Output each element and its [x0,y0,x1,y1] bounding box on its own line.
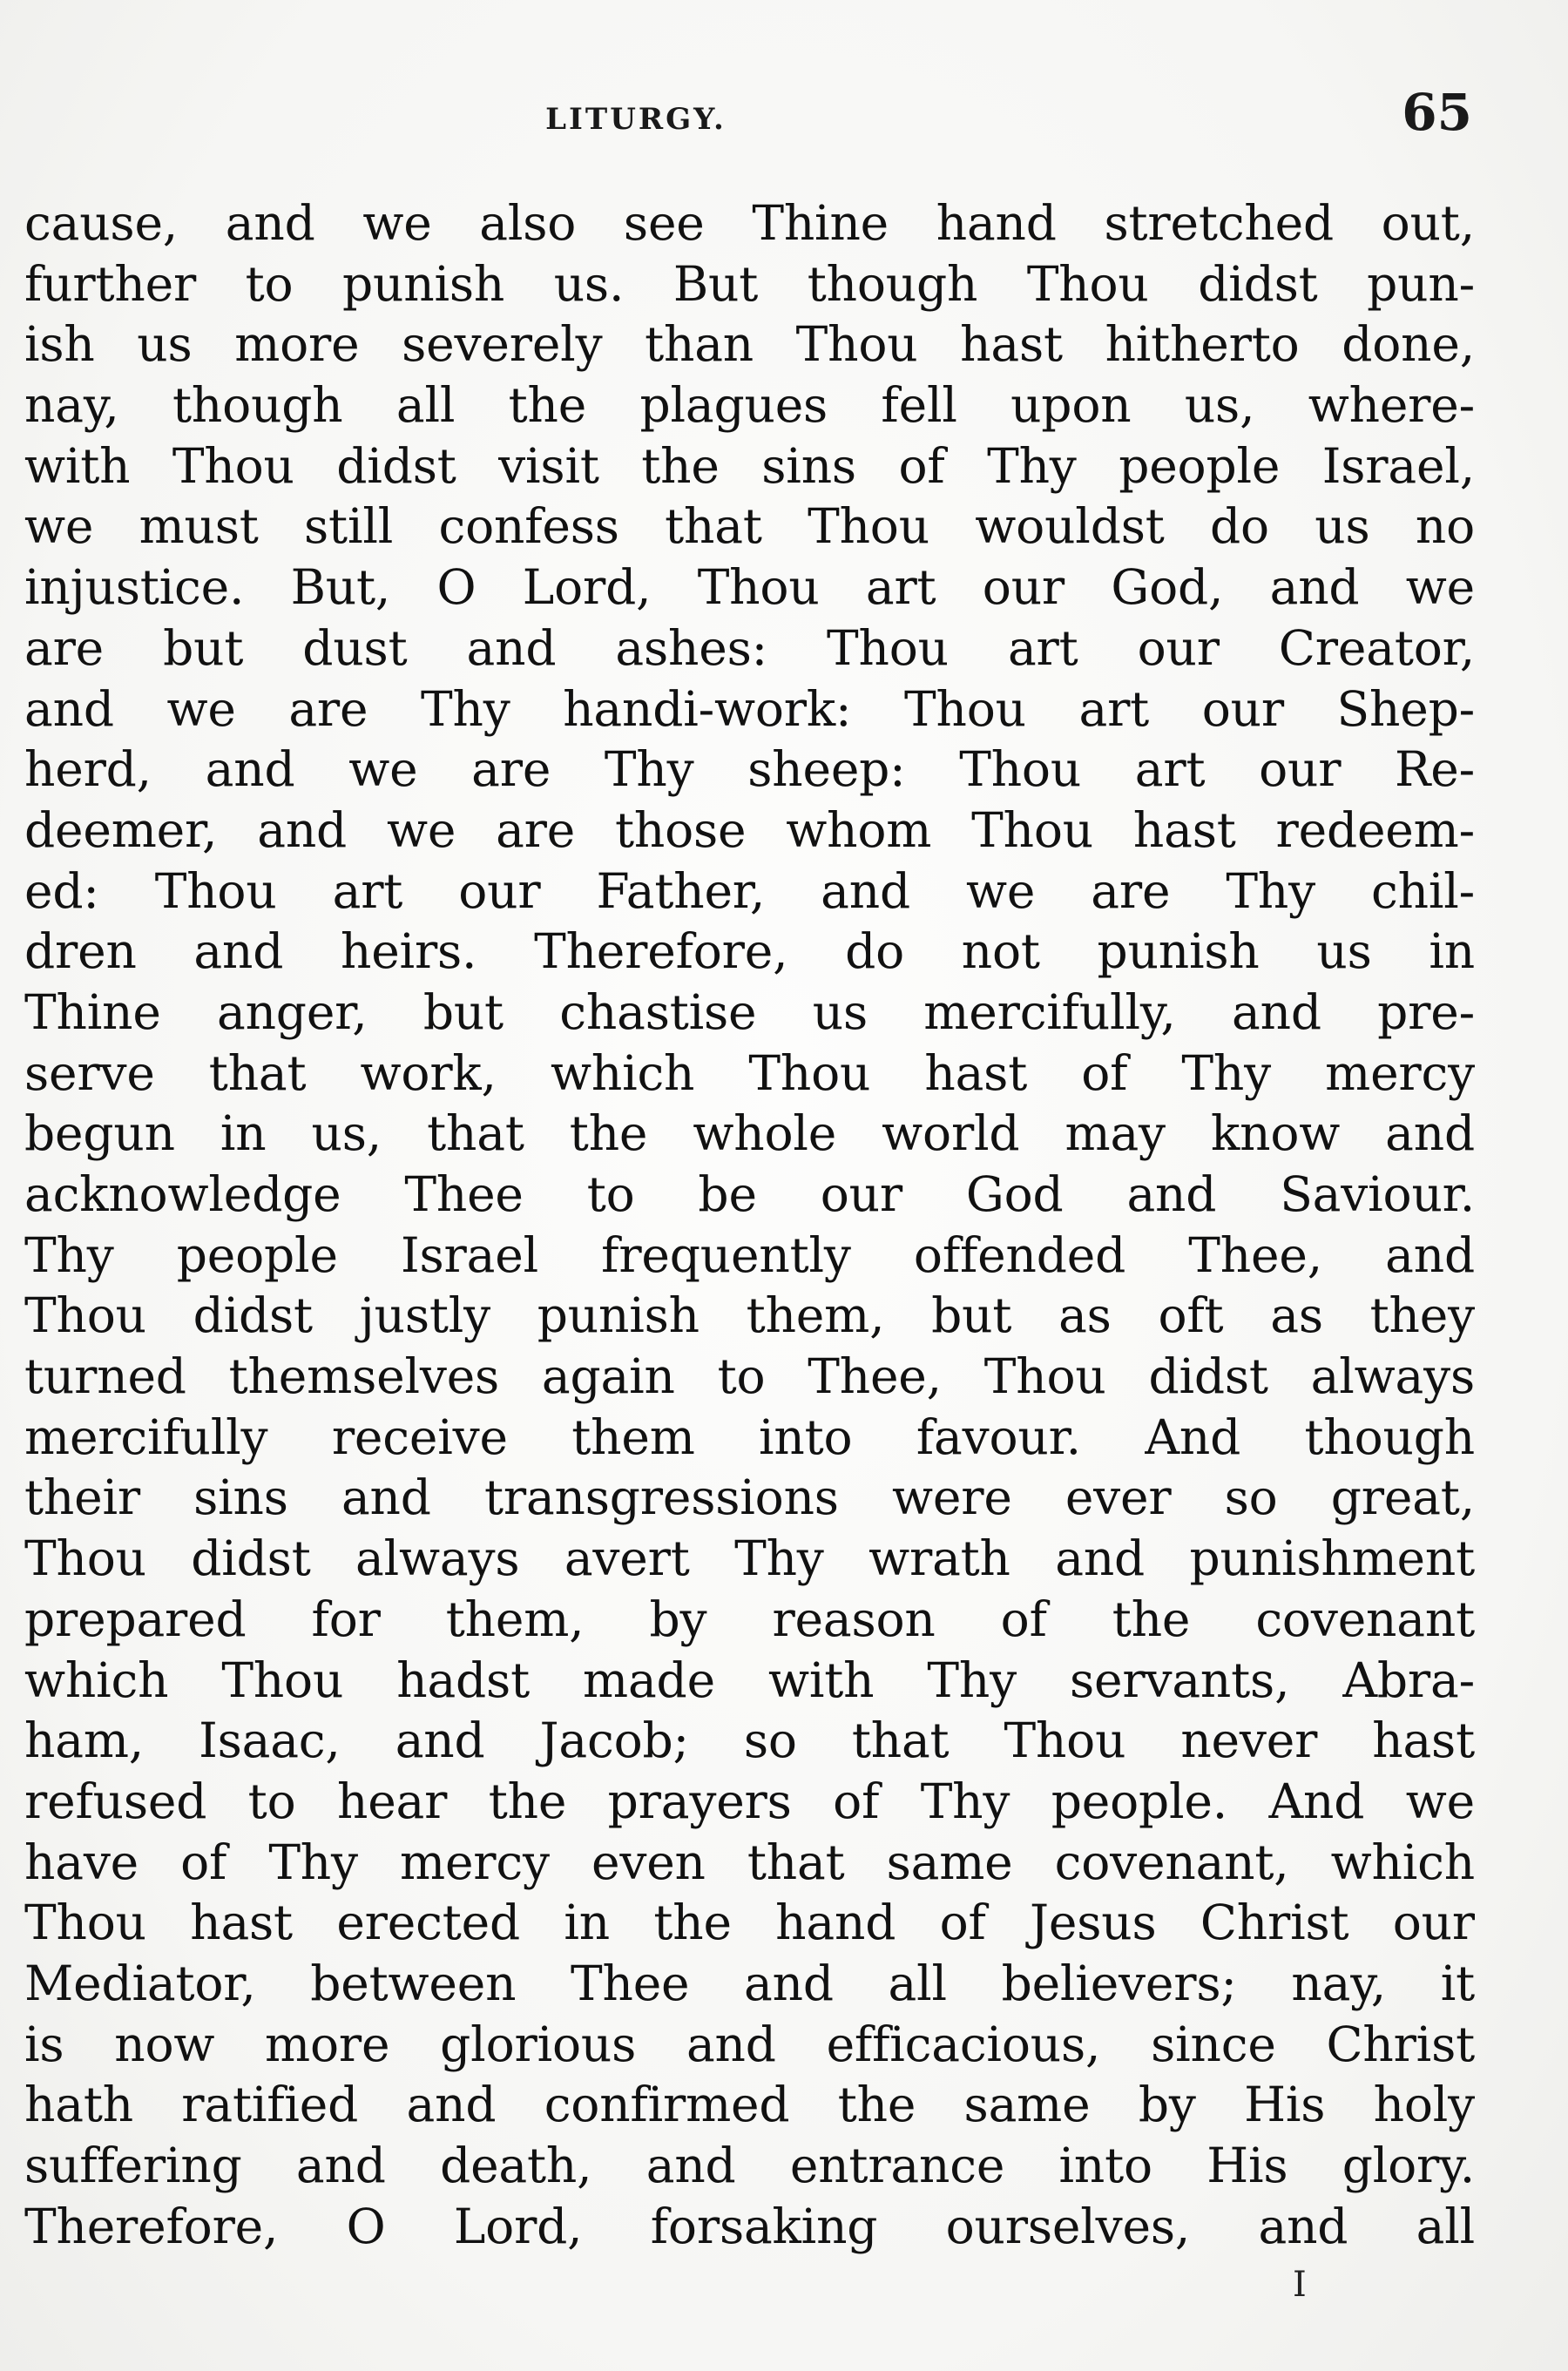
text-line: Thine anger, but chastise us mercifully, and pre- [24,983,1475,1040]
text-line: their sins and transgressions were ever so great, [24,1469,1475,1526]
signature-mark: I [1293,2265,1307,2305]
text-line: Thou didst always avert Thy wrath and punishment [24,1530,1475,1587]
text-line: hath ratified and confirmed the same by His holy [24,2077,1475,2133]
text-line: Therefore, O Lord, forsaking ourselves, and all [24,2198,1475,2254]
text-line: further to punish us. But though Thou didst pun- [24,255,1475,312]
text-line: acknowledge Thee to be our God and Saviour. [24,1166,1475,1222]
text-line: serve that work, which Thou hast of Thy mercy [24,1044,1475,1101]
text-line: with Thou didst visit the sins of Thy people Israel, [24,437,1475,494]
text-line: ham, Isaac, and Jacob; so that Thou never hast [24,1712,1475,1769]
text-line: dren and heirs. Therefore, do not punish us in [24,923,1475,980]
text-line: deemer, and we are those whom Thou hast redeem- [24,801,1475,858]
text-line: begun in us, that the whole world may know and [24,1105,1475,1162]
text-line: herd, and we are Thy sheep: Thou art our Re- [24,741,1475,798]
text-line: ish us more severely than Thou hast hitherto done, [24,316,1475,373]
text-line: refused to hear the prayers of Thy people. And we [24,1773,1475,1829]
text-line: we must still confess that Thou wouldst do us no [24,498,1475,555]
text-line: is now more glorious and efficacious, since Christ [24,2016,1475,2072]
text-line: are but dust and ashes: Thou art our Creator, [24,619,1475,676]
text-line: which Thou hadst made with Thy servants, Abra- [24,1652,1475,1708]
page-number: 65 [1402,83,1472,142]
text-line: Mediator, between Thee and all believers; nay, it [24,1955,1475,2011]
text-line: suffering and death, and entrance into His glory. [24,2138,1475,2193]
page-header [26,83,1472,152]
text-line: injustice. But, O Lord, Thou art our God, and we [24,559,1475,616]
text-line: prepared for them, by reason of the covenant [24,1591,1475,1647]
text-line: nay, though all the plagues fell upon us, where- [24,377,1475,434]
text-line: have of Thy mercy even that same covenant, which [24,1834,1475,1890]
text-line: and we are Thy handi-work: Thou art our Shep- [24,680,1475,737]
text-line: cause, and we also see Thine hand stretched out, [24,195,1475,251]
body-text [24,193,1475,2257]
text-line: Thou didst justly punish them, but as oft as they [24,1287,1475,1344]
text-line: ed: Thou art our Father, and we are Thy chil- [24,862,1475,919]
text-line: Thy people Israel frequently offended Thee, and [24,1226,1475,1283]
text-line: turned themselves again to Thee, Thou didst always [24,1348,1475,1405]
running-head: LITURGY. [545,102,727,137]
text-line: mercifully receive them into favour. And though [24,1408,1475,1465]
text-line: Thou hast erected in the hand of Jesus Christ our [24,1895,1475,1951]
